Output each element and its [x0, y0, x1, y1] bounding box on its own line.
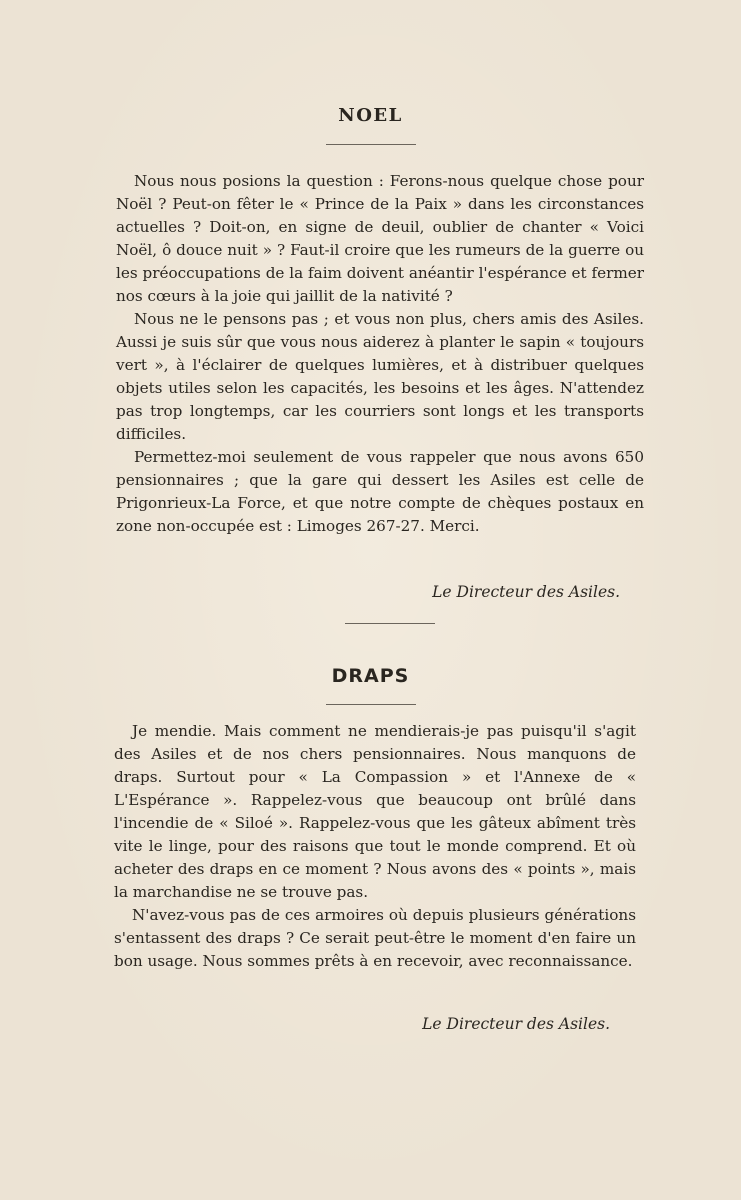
noel-paragraph-1: Nous nous posions la question : Ferons-nous quelque chose pour Noël ? Peut-on fêter le « Prince de la Paix » dans les circonstances actuelles ? Doit-on, en signe de deuil, oublier de chanter « Voici Noël, ô douce nuit » ? Faut-il croire que les rumeurs de la guerre ou les préoccupations de la faim doivent anéantir l'espérance et fermer nos cœurs à la joie qui jaillit de la nativité ? — [116, 172, 644, 305]
noel-title: NOEL — [338, 105, 403, 126]
article-draps — [0, 660, 741, 1033]
title-rule — [326, 144, 416, 145]
draps-paragraph-1: Je mendie. Mais comment ne mendierais-je pas puisqu'il s'agit des Asiles et de nos chers pensionnaires. Nous manquons de draps. Surtout pour « La Compassion » et l'Annexe de « L'Espérance ». Rappelez-vous que beaucoup ont brûlé dans l'incendie de « Siloé ». Rappelez-vous que les gâteux abîment très vite le linge, pour des raisons que tout le monde comprend. Et où acheter des draps en ce moment ? Nous avons des « points », mais la marchandise ne se trouve pas. — [114, 722, 636, 901]
noel-paragraph-3: Permettez-moi seulement de vous rappeler que nous avons 650 pensionnaires ; que la gare qui dessert les Asiles est celle de Prigonrieux-La Force, et que notre compte de chèques postaux en zone non-occupée est : Limoges 267-27. Merci. — [116, 448, 644, 535]
draps-paragraph-2: N'avez-vous pas de ces armoires où depuis plusieurs générations s'entassent des draps ? Ce serait peut-être le moment d'en faire un bon usage. Nous sommes prêts à en recevoir, avec reconnaissance. — [114, 906, 636, 970]
noel-paragraph-2: Nous ne le pensons pas ; et vous non plus, chers amis des Asiles. Aussi je suis sûr que vous nous aiderez à planter le sapin « toujours vert », à l'éclairer de quelques lumières, et à distribuer quelques objets utiles selon les capacités, les besoins et les âges. N'attendez pas trop longtemps, car les courriers sont longs et les transports difficiles. — [116, 310, 644, 443]
title-rule — [326, 704, 416, 705]
article-noel — [0, 100, 741, 601]
noel-signature: Le Directeur des Asiles. — [432, 583, 620, 601]
draps-body — [114, 720, 636, 973]
section-divider — [345, 623, 435, 624]
noel-body — [116, 170, 644, 538]
draps-title: DRAPS — [331, 665, 410, 687]
draps-signature: Le Directeur des Asiles. — [422, 1015, 610, 1033]
